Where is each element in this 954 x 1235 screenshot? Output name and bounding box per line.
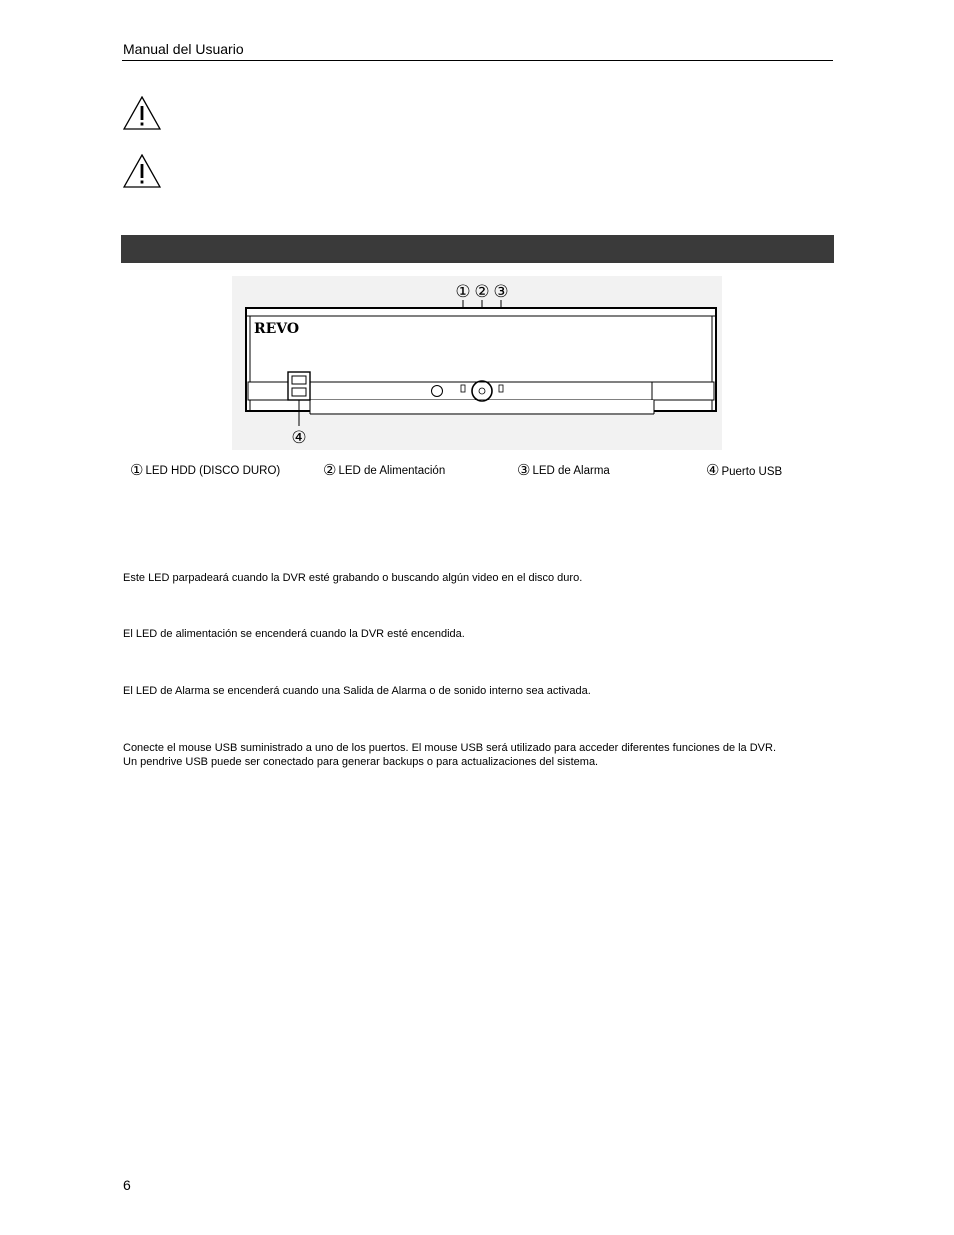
paragraph-power-led: El LED de alimentación se encenderá cuando la DVR esté encendida. [123, 628, 465, 640]
callout-2: ② [474, 282, 490, 302]
legend-item-alarm [517, 463, 610, 478]
legend-number: ④ [706, 462, 720, 479]
section-heading-bar [121, 235, 834, 263]
warning-triangle-icon [123, 154, 161, 188]
legend-item-hdd [130, 463, 280, 478]
legend-label: Puerto USB [721, 465, 783, 478]
front-panel-figure [232, 276, 722, 450]
legend-item-power [323, 463, 445, 478]
page-number: 6 [123, 1177, 131, 1193]
warning-triangle-icon [123, 96, 161, 130]
legend-number: ① [130, 462, 144, 479]
paragraph-hdd-led: Este LED parpadeará cuando la DVR esté grabando o buscando algún video en el disco duro. [123, 572, 583, 584]
callout-4: ④ [291, 428, 307, 448]
legend-number: ③ [517, 462, 531, 479]
paragraph-usb-line-2: Un pendrive USB puede ser conectado para generar backups o para actualizaciones del sistema. [123, 756, 599, 768]
callout-1: ① [455, 282, 471, 302]
legend-item-usb [706, 463, 782, 478]
paragraph-usb-line-1: Conecte el mouse USB suministrado a uno de los puertos. El mouse USB será utilizado para acceder diferentes funciones de la DVR. [123, 742, 777, 754]
header-title: Manual del Usuario [123, 41, 244, 57]
legend-number: ② [323, 462, 337, 479]
legend-label: LED de Alarma [532, 464, 610, 477]
legend-label: LED HDD (DISCO DURO) [145, 464, 281, 477]
legend-label: LED de Alimentación [338, 464, 446, 477]
callout-3: ③ [493, 282, 509, 302]
paragraph-alarm-led: El LED de Alarma se encenderá cuando una Salida de Alarma o de sonido interno sea activada. [123, 685, 591, 697]
brand-logo: REVO [254, 321, 300, 337]
header-divider [122, 60, 833, 61]
